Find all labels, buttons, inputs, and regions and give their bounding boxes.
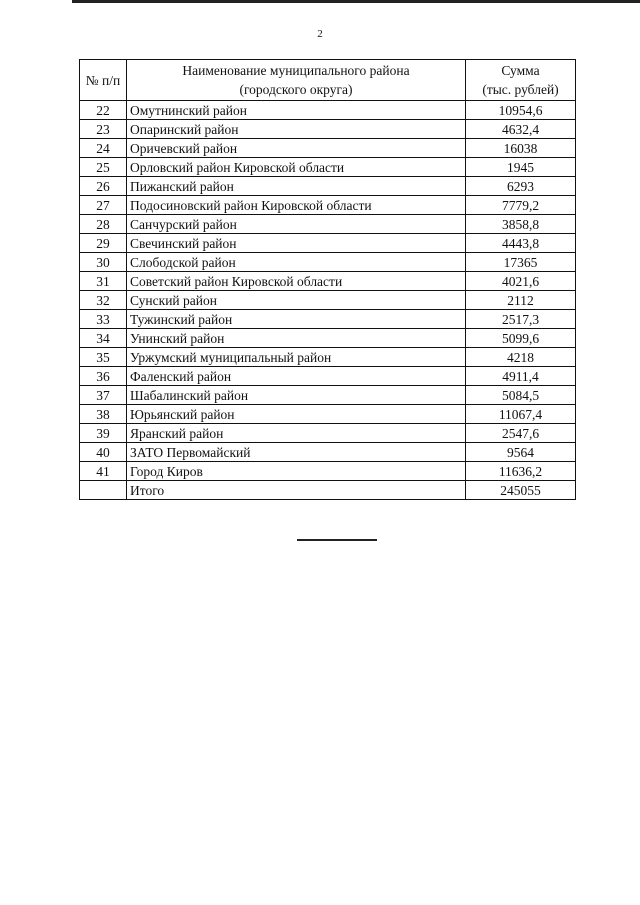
row-sum: 10954,6 (466, 101, 576, 120)
row-name: Юрьянский район (127, 405, 466, 424)
row-num: 25 (80, 158, 127, 177)
table-row (80, 234, 576, 253)
row-name: Опаринский район (127, 120, 466, 139)
page-number: 2 (317, 28, 323, 40)
row-name: Унинский район (127, 329, 466, 348)
row-num: 26 (80, 177, 127, 196)
row-name: Свечинский район (127, 234, 466, 253)
row-name: ЗАТО Первомайский (127, 443, 466, 462)
row-num: 40 (80, 443, 127, 462)
row-sum: 6293 (466, 177, 576, 196)
row-name: Сунский район (127, 291, 466, 310)
table-row (80, 462, 576, 481)
header-name-line1: Наименование муниципального района (182, 63, 410, 78)
row-name: Омутнинский район (127, 101, 466, 120)
row-sum: 4632,4 (466, 120, 576, 139)
row-sum: 9564 (466, 443, 576, 462)
row-name: Санчурский район (127, 215, 466, 234)
table-row (80, 196, 576, 215)
row-sum: 1945 (466, 158, 576, 177)
row-sum: 2517,3 (466, 310, 576, 329)
header-name-line2: (городского округа) (239, 82, 353, 97)
row-sum: 16038 (466, 139, 576, 158)
row-name: Яранский район (127, 424, 466, 443)
table-row (80, 215, 576, 234)
row-num: 31 (80, 272, 127, 291)
row-name: Шабалинский район (127, 386, 466, 405)
header-num: № п/п (80, 60, 127, 101)
table-row (80, 139, 576, 158)
total-num (80, 481, 127, 500)
row-num: 35 (80, 348, 127, 367)
row-num: 37 (80, 386, 127, 405)
table-row (80, 348, 576, 367)
table-row (80, 367, 576, 386)
row-sum: 11067,4 (466, 405, 576, 424)
row-num: 27 (80, 196, 127, 215)
row-sum: 7779,2 (466, 196, 576, 215)
table-row (80, 329, 576, 348)
row-sum: 4218 (466, 348, 576, 367)
row-num: 23 (80, 120, 127, 139)
row-sum: 2547,6 (466, 424, 576, 443)
row-num: 32 (80, 291, 127, 310)
row-name: Советский район Кировской области (127, 272, 466, 291)
row-num: 22 (80, 101, 127, 120)
row-name: Подосиновский район Кировской области (127, 196, 466, 215)
top-rule (72, 0, 640, 3)
table-row (80, 310, 576, 329)
table-row (80, 120, 576, 139)
row-name: Тужинский район (127, 310, 466, 329)
table-row (80, 405, 576, 424)
table-row (80, 158, 576, 177)
row-sum: 4443,8 (466, 234, 576, 253)
table-row (80, 291, 576, 310)
total-row (80, 481, 576, 500)
header-sum (466, 60, 576, 101)
row-num: 28 (80, 215, 127, 234)
row-num: 33 (80, 310, 127, 329)
row-sum: 4911,4 (466, 367, 576, 386)
row-name: Уржумский муниципальный район (127, 348, 466, 367)
row-num: 29 (80, 234, 127, 253)
table-row (80, 272, 576, 291)
row-sum: 4021,6 (466, 272, 576, 291)
row-num: 34 (80, 329, 127, 348)
table-row (80, 386, 576, 405)
row-num: 41 (80, 462, 127, 481)
row-num: 30 (80, 253, 127, 272)
total-sum: 245055 (466, 481, 576, 500)
row-sum: 5084,5 (466, 386, 576, 405)
row-name: Город Киров (127, 462, 466, 481)
table-row (80, 253, 576, 272)
row-sum: 2112 (466, 291, 576, 310)
table-row (80, 177, 576, 196)
header-sum-line1: Сумма (501, 63, 540, 78)
row-name: Оричевский район (127, 139, 466, 158)
row-name: Слободской район (127, 253, 466, 272)
row-num: 24 (80, 139, 127, 158)
header-name (127, 60, 466, 101)
row-sum: 3858,8 (466, 215, 576, 234)
table-row (80, 443, 576, 462)
table-row (80, 101, 576, 120)
row-num: 39 (80, 424, 127, 443)
row-sum: 11636,2 (466, 462, 576, 481)
data-table (79, 59, 576, 500)
header-row (80, 60, 576, 101)
row-name: Орловский район Кировской области (127, 158, 466, 177)
header-sum-line2: (тыс. рублей) (482, 82, 559, 97)
table-body (80, 101, 576, 500)
total-label: Итого (127, 481, 466, 500)
row-name: Пижанский район (127, 177, 466, 196)
table-row (80, 424, 576, 443)
table-header (80, 60, 576, 101)
row-sum: 17365 (466, 253, 576, 272)
row-num: 38 (80, 405, 127, 424)
bottom-rule (297, 539, 377, 541)
row-name: Фаленский район (127, 367, 466, 386)
row-sum: 5099,6 (466, 329, 576, 348)
row-num: 36 (80, 367, 127, 386)
